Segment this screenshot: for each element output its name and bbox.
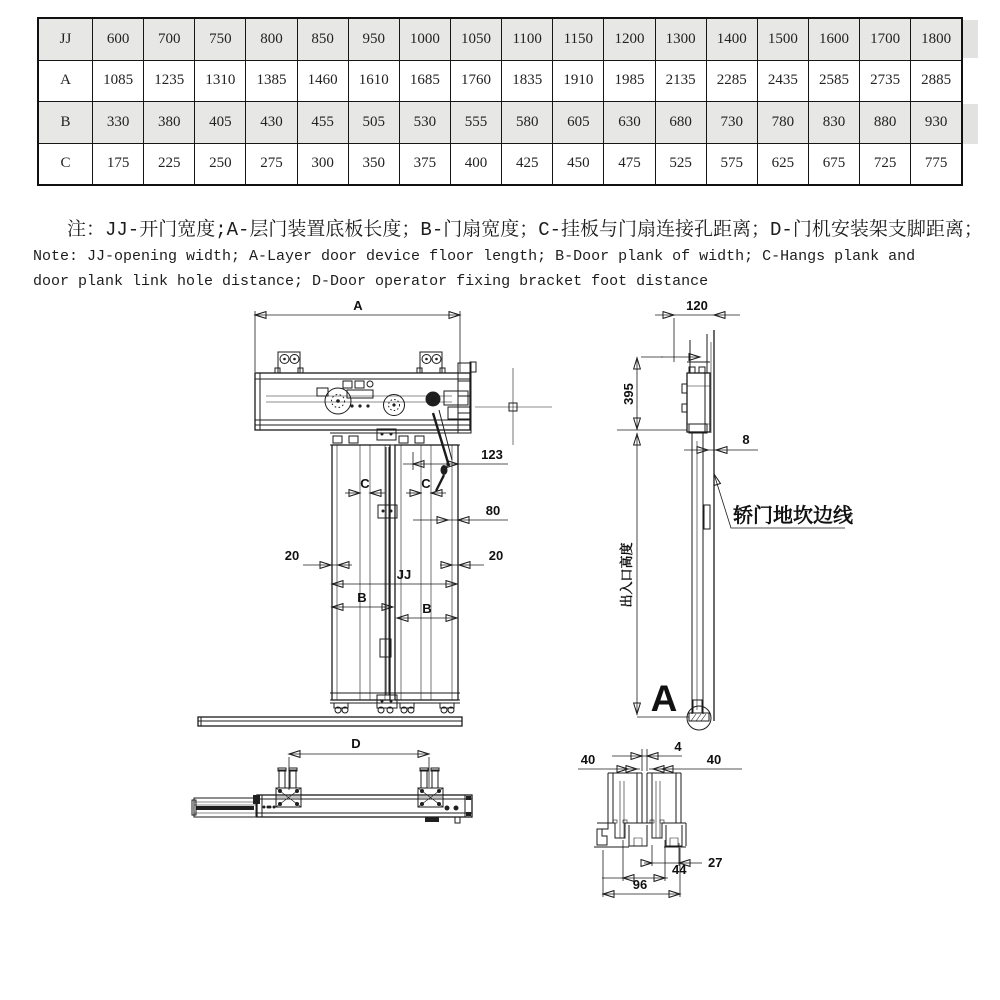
table-cell: 2435 bbox=[757, 60, 808, 102]
table-cell: 830 bbox=[808, 102, 859, 144]
table-cell: 750 bbox=[195, 18, 246, 60]
mounting-bracket-right bbox=[417, 352, 445, 373]
table-cell: 400 bbox=[450, 143, 501, 185]
table-cell: 380 bbox=[144, 102, 195, 144]
table-cell: 530 bbox=[399, 102, 450, 144]
note-line-english-2: door plank link hole distance; D-Door operator fixing bracket foot distance bbox=[33, 273, 709, 290]
table-cell: 630 bbox=[604, 102, 655, 144]
note-line-english-1: Note: JJ-opening width; A-Layer door device floor length; B-Door plank of width; C-Hangs plank and bbox=[33, 248, 916, 265]
table-cell: 425 bbox=[502, 143, 553, 185]
entrance-height-label: 出入口高度 bbox=[619, 542, 634, 608]
cam-wheel bbox=[426, 392, 441, 407]
landing-sill-section bbox=[198, 717, 462, 726]
table-cell: 275 bbox=[246, 143, 297, 185]
table-cell: 2885 bbox=[911, 60, 962, 102]
table-cell: 1200 bbox=[604, 18, 655, 60]
table-cell: 580 bbox=[502, 102, 553, 144]
sill-cross-section bbox=[578, 739, 742, 897]
car-door-sill-edge-label: 轿门地坎边线 bbox=[733, 505, 853, 527]
table-cell: 450 bbox=[553, 143, 604, 185]
motor-block bbox=[192, 795, 272, 817]
table-cell: 525 bbox=[655, 143, 706, 185]
table-cell: 1700 bbox=[860, 18, 911, 60]
table-cell: 880 bbox=[860, 102, 911, 144]
detail-door-panels bbox=[608, 773, 681, 838]
table-cell: 600 bbox=[93, 18, 144, 60]
dim-40-right-label: 40 bbox=[706, 752, 722, 767]
table-cell: 1385 bbox=[246, 60, 297, 102]
table-cell: 330 bbox=[93, 102, 144, 144]
table-cell: 225 bbox=[144, 143, 195, 185]
table-cell: 1610 bbox=[348, 60, 399, 102]
table-cell: 780 bbox=[757, 102, 808, 144]
table-cell: 430 bbox=[246, 102, 297, 144]
table-cell: 605 bbox=[553, 102, 604, 144]
door-coupler-lever bbox=[433, 410, 452, 491]
table-cell: 930 bbox=[911, 102, 962, 144]
table-cell: 700 bbox=[144, 18, 195, 60]
dim-4-label: 4 bbox=[674, 739, 682, 754]
table-cell: 1300 bbox=[655, 18, 706, 60]
table-cell: 2585 bbox=[808, 60, 859, 102]
table-cell: 2285 bbox=[706, 60, 757, 102]
dim-96-label: 96 bbox=[632, 877, 648, 892]
table-cell: 625 bbox=[757, 143, 808, 185]
section-marker-a: A bbox=[650, 678, 678, 719]
table-cell: 1050 bbox=[450, 18, 501, 60]
dim-c-left-label: C bbox=[360, 476, 370, 491]
dim-8-label: 8 bbox=[742, 432, 750, 447]
front-view bbox=[198, 298, 552, 726]
table-cell: 850 bbox=[297, 18, 348, 60]
table-cell: 1500 bbox=[757, 18, 808, 60]
dim-395-label: 395 bbox=[621, 383, 636, 405]
dim-120-label: 120 bbox=[686, 298, 708, 313]
table-cell: 725 bbox=[860, 143, 911, 185]
table-cell: 455 bbox=[297, 102, 348, 144]
mounting-bracket-left bbox=[275, 352, 303, 373]
table-cell: 405 bbox=[195, 102, 246, 144]
dim-40-left-label: 40 bbox=[580, 752, 596, 767]
table-cell: 2135 bbox=[655, 60, 706, 102]
note-line-chinese: 注：JJ-开门宽度;A-层门装置底板长度；B-门扇宽度；C-挂板与门扇连接孔距离；D-门机安装架支脚距离； bbox=[67, 219, 983, 241]
row-label: B bbox=[38, 102, 93, 144]
table-cell: 1835 bbox=[502, 60, 553, 102]
table-cell: 1910 bbox=[553, 60, 604, 102]
table-cell: 175 bbox=[93, 143, 144, 185]
table-cell: 730 bbox=[706, 102, 757, 144]
dim-b-left-label: B bbox=[357, 590, 367, 605]
center-target-mark bbox=[475, 368, 552, 445]
table-cell: 775 bbox=[911, 143, 962, 185]
dim-c-right-label: C bbox=[421, 476, 431, 491]
fixing-bracket-left bbox=[276, 768, 301, 807]
table-cell: 1000 bbox=[399, 18, 450, 60]
dim-b-right-label: B bbox=[422, 601, 432, 616]
table-cell: 800 bbox=[246, 18, 297, 60]
dim-80-label: 80 bbox=[485, 503, 501, 518]
table-cell: 505 bbox=[348, 102, 399, 144]
table-cell: 1235 bbox=[144, 60, 195, 102]
table-cell: 1100 bbox=[502, 18, 553, 60]
table-cell: 475 bbox=[604, 143, 655, 185]
table-cell: 1460 bbox=[297, 60, 348, 102]
dim-27-label: 27 bbox=[708, 855, 723, 870]
table-cell: 680 bbox=[655, 102, 706, 144]
sill-detail-circle bbox=[687, 706, 711, 730]
table-cell: 555 bbox=[450, 102, 501, 144]
row-label: C bbox=[38, 143, 93, 185]
plan-view bbox=[192, 736, 472, 823]
table-cell: 1310 bbox=[195, 60, 246, 102]
door-operator-box bbox=[682, 367, 710, 432]
table-cell: 375 bbox=[399, 143, 450, 185]
car-door-panel-side bbox=[689, 424, 710, 714]
row-label: A bbox=[38, 60, 93, 102]
fixing-bracket-right bbox=[418, 768, 443, 807]
dim-123-label: 123 bbox=[481, 447, 503, 462]
dim-d-label: D bbox=[351, 736, 361, 751]
table-cell: 1800 bbox=[911, 18, 962, 60]
table-cell: 1150 bbox=[553, 18, 604, 60]
table-cell: 1685 bbox=[399, 60, 450, 102]
sill-extrusion-profile bbox=[594, 820, 686, 847]
dim-20-left-label: 20 bbox=[284, 548, 300, 563]
table-cell: 575 bbox=[706, 143, 757, 185]
table-cell: 1400 bbox=[706, 18, 757, 60]
operator-beam bbox=[257, 795, 472, 823]
table-cell: 1985 bbox=[604, 60, 655, 102]
table-cell: 350 bbox=[348, 143, 399, 185]
table-cell: 675 bbox=[808, 143, 859, 185]
dim-a-label: A bbox=[353, 298, 363, 313]
dim-jj-label: JJ bbox=[396, 567, 412, 582]
table-cell: 1085 bbox=[93, 60, 144, 102]
side-view bbox=[617, 298, 854, 730]
table-cell: 950 bbox=[348, 18, 399, 60]
table-cell: 250 bbox=[195, 143, 246, 185]
idler-pulley bbox=[384, 395, 405, 416]
table-cell: 300 bbox=[297, 143, 348, 185]
row-label: JJ bbox=[38, 18, 93, 60]
table-cell: 1760 bbox=[450, 60, 501, 102]
table-cell: 2735 bbox=[860, 60, 911, 102]
dim-44-label: 44 bbox=[672, 862, 687, 877]
dim-20-right-label: 20 bbox=[488, 548, 504, 563]
table-cell: 1600 bbox=[808, 18, 859, 60]
